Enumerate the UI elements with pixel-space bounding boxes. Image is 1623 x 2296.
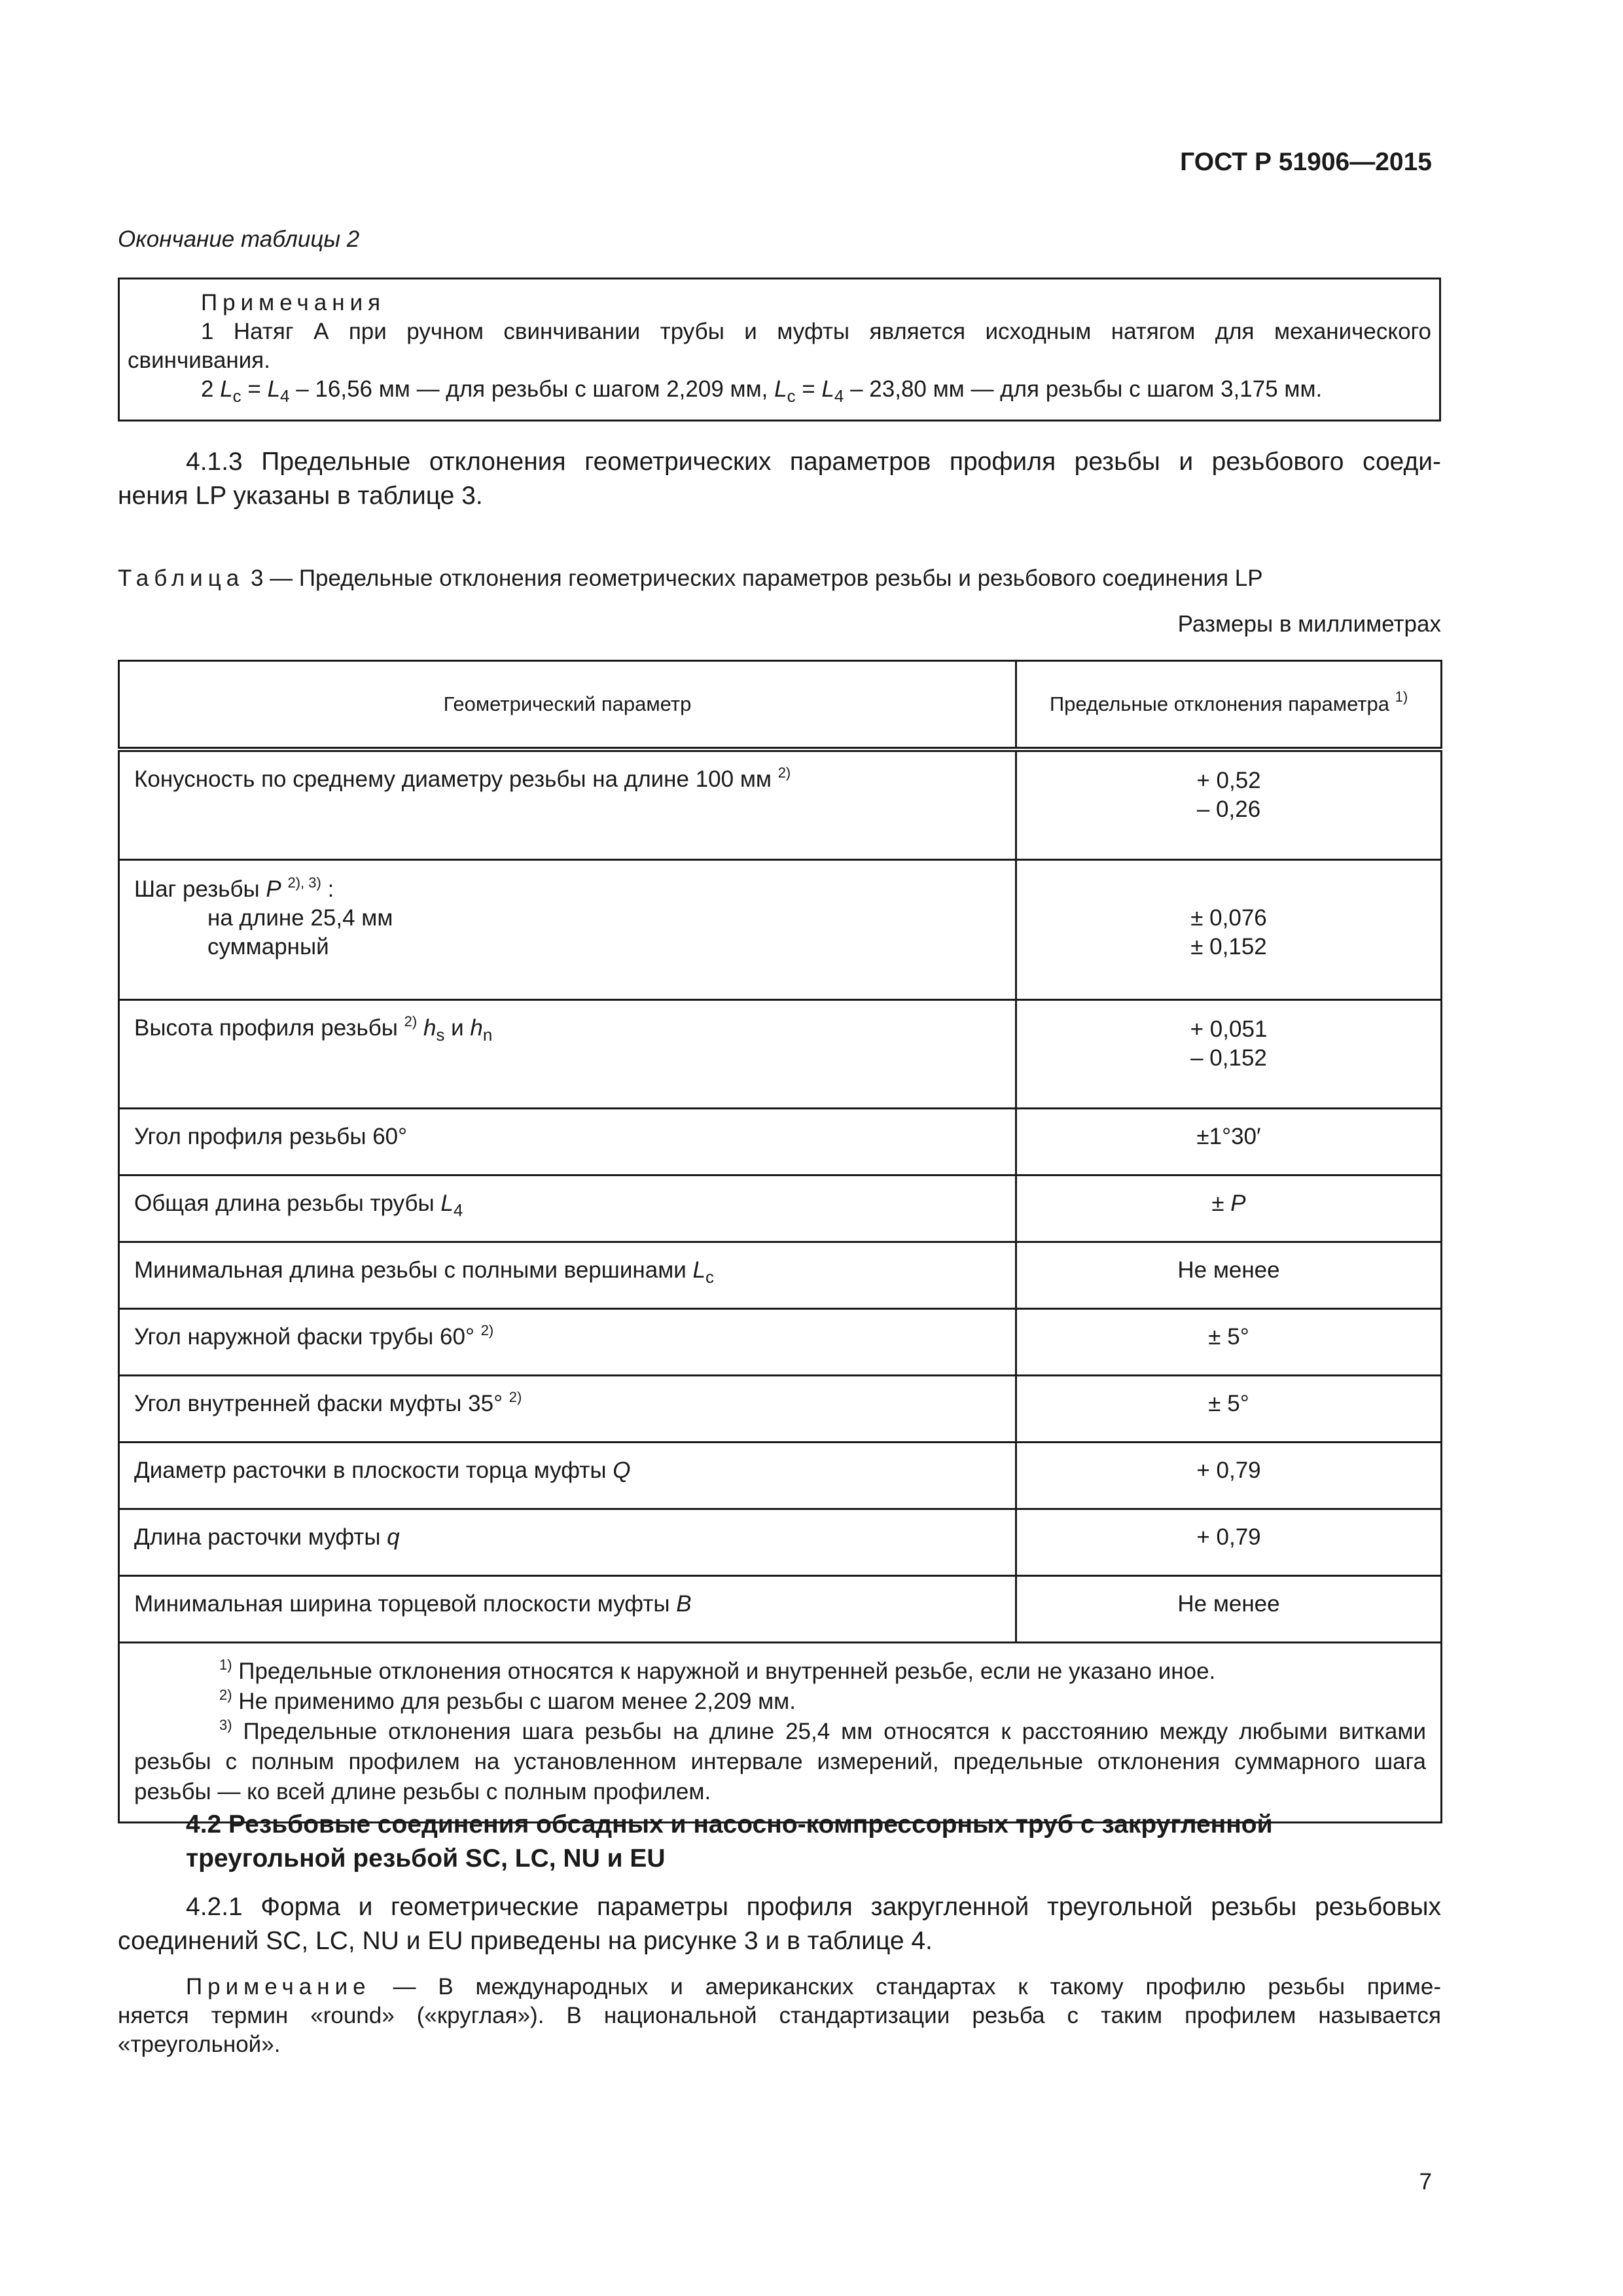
table-row [119,749,1442,860]
note-2: 2 $L_c = L_4 - 16,56$ мм — для резьбы с шагом 2,209 мм, $L_c = L_4 - 23,80$ мм — для резьбы с шагом 3,175 мм. [201,376,1323,406]
row-param: Конусность по среднему диаметру резьбы на длине 100 мм $^{2)}$ [119,749,1016,860]
table-footnotes: $^{1)}$ Предельные отклонения относятся к наружной и внутренней резьбе, если не указано иное. $^{2)}$ Не применимо для резьбы с шагом менее 2,209 мм. $^{3)}$ Предельные отклонения шага резьбы на длине 25,4 мм относятся к расстоянию между любыми витками резьбы с полным профилем на установленном интервале измерений, предельные отклонения суммарного шага резьбы — ко всей длине резьбы с полным профилем. [119,1643,1442,1823]
row-value: ± 0,076 ± 0,152 [1016,860,1442,1000]
table-row [119,1109,1442,1175]
row-value: + 0,051 – 0,152 [1016,1000,1442,1109]
document-id: ГОСТ Р 51906—2015 [1180,148,1432,176]
notes-title: Примечания [201,290,386,315]
table-3-caption: Таблица 3 — Предельные отклонения геометрических параметров резьбы и резьбового соединения LP [118,565,1263,591]
table-row [119,1309,1442,1376]
row-value: ± 5° [1016,1309,1442,1376]
column-header-deviation: Предельные отклонения параметра $^{1)}$ [1016,661,1442,750]
row-param: Длина расточки муфты q [119,1509,1016,1576]
table-row [119,1242,1442,1309]
page-number: 7 [1419,2169,1432,2195]
table-3 [118,660,1442,1823]
row-param: Общая длина резьбы трубы $L_4$ [119,1175,1016,1242]
row-value: ±1°30′ [1016,1109,1442,1175]
table-row [119,1443,1442,1509]
table-footnotes-row [119,1643,1442,1823]
row-value: ± P [1016,1175,1442,1242]
row-param: Диаметр расточки в плоскости торца муфты Q [119,1443,1016,1509]
table-row [119,1175,1442,1242]
row-value: + 0,79 [1016,1443,1442,1509]
section-4-2-heading: 4.2 Резьбовые соединения обсадных и насосно-компрессорных труб с закругленной треугольной резьбой SC, LC, NU и EU [186,1810,1273,1873]
table-row [119,1509,1442,1576]
column-header-parameter: Геометрический параметр [119,661,1016,750]
row-param: Угол внутренней фаски муфты 35° $^{2)}$ [119,1376,1016,1443]
paragraph-4-1-3: 4.1.3 Предельные отклонения геометрических параметров профиля резьбы и резьбового соеди- нения LP указаны в таблице 3. [118,448,1441,510]
row-value: + 0,52 – 0,26 [1016,749,1442,860]
row-param: Высота профиля резьбы $^{2)}$ $h_s$ и $h_n$ [119,1000,1016,1109]
table-continuation-caption: Окончание таблицы 2 [118,226,360,252]
note-1-line-2: свинчивания. [128,348,270,373]
row-value: ± 5° [1016,1376,1442,1443]
row-param: Угол наружной фаски трубы 60° $^{2)}$ [119,1309,1016,1376]
table-row [119,1000,1442,1109]
row-param: Минимальная длина резьбы с полными вершинами $L_c$ [119,1242,1016,1309]
table-header-row [119,661,1442,750]
row-value: Не менее [1016,1242,1442,1309]
paragraph-4-2-1: 4.2.1 Форма и геометрические параметры профиля закругленной треугольной резьбы резьбовых соединений SC, LC, NU и EU приведены на рисунке 3 и в таблице 4. [118,1893,1441,1955]
footnote-1: $^{1)}$ Предельные отклонения относятся к наружной и внутренней резьбе, если не указано иное. [219,1657,1216,1684]
note-1-line-1: 1 Натяг А при ручном свинчивании трубы и муфты является исходным натягом для механического [201,319,1431,344]
row-param: Минимальная ширина торцевой плоскости муфты B [119,1576,1016,1643]
footnote-2: $^{2)}$ Не применимо для резьбы с шагом менее 2,209 мм. [219,1687,796,1714]
footnote-3: $^{3)}$ Предельные отклонения шага резьбы на длине 25,4 мм относятся к расстоянию между любыми витками [219,1717,1426,1744]
notes-box [118,278,1441,422]
table-row [119,860,1442,1000]
row-value: Не менее [1016,1576,1442,1643]
note-4-2: Примечание — В международных и американских стандартах к такому профилю резьбы приме- няется термин «round» («круглая»). В национальной стандартизации резьба с таким профилем называется «треугольной». [118,1974,1441,2057]
row-param: Угол профиля резьбы 60° [119,1109,1016,1175]
table-units: Размеры в миллиметрах [1177,611,1441,637]
row-value: + 0,79 [1016,1509,1442,1576]
table-row [119,1576,1442,1643]
table-row [119,1376,1442,1443]
row-param: Шаг резьбы P $^{2), 3)}$ : на длине 25,4 мм суммарный [119,860,1016,1000]
